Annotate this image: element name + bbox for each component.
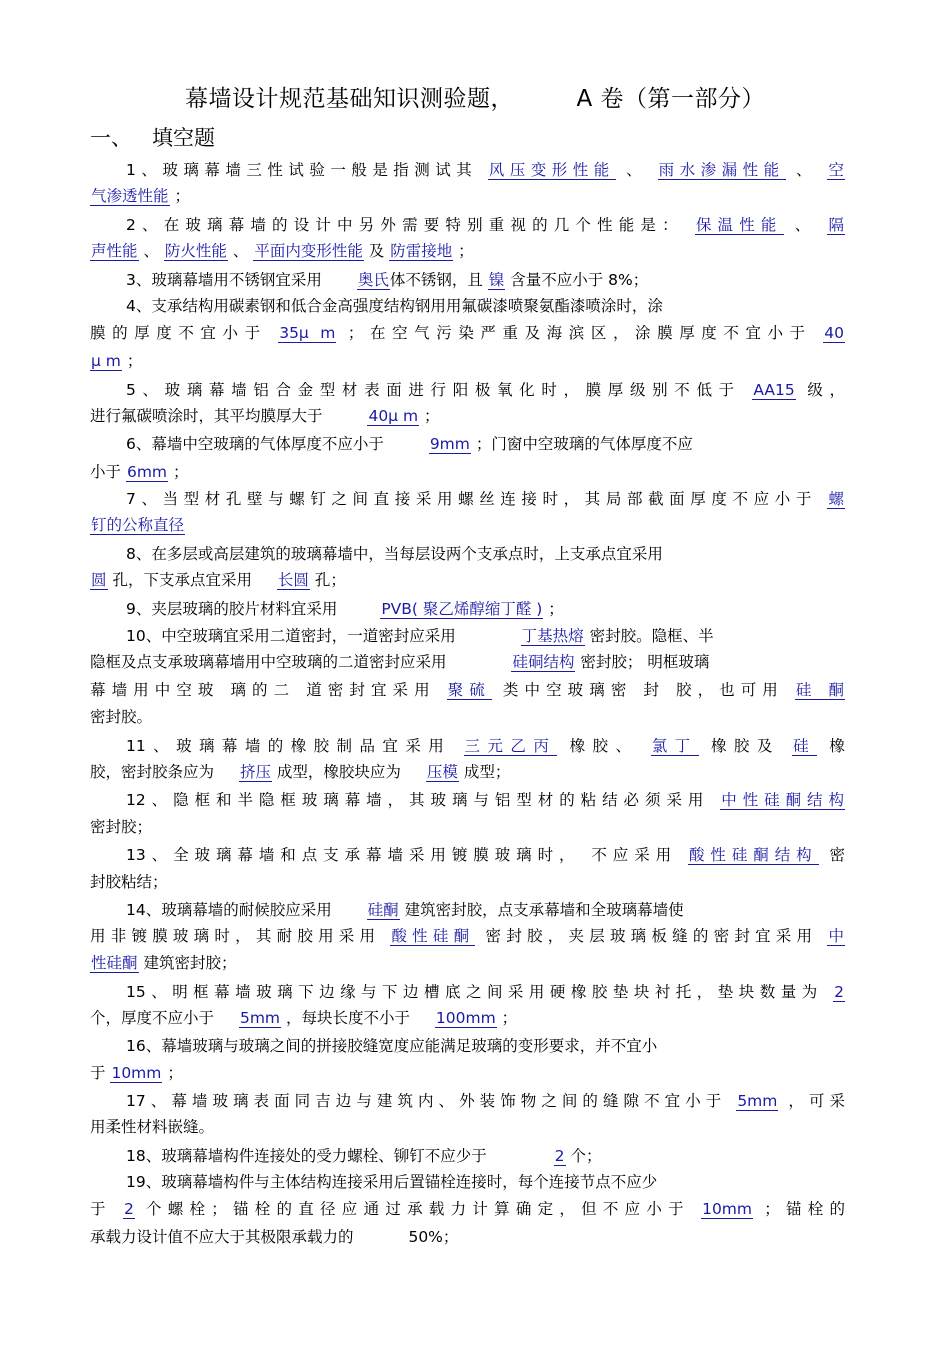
question-text: ；门窗中空玻璃的气体厚度不应 (475, 435, 693, 453)
question-text: 成型； (463, 763, 511, 781)
question-19-line-1 (126, 1172, 845, 1192)
question-4-line-2 (90, 323, 845, 343)
question-12-line-1 (126, 790, 845, 810)
answer-blank: 压模 (426, 763, 458, 781)
answer-blank: 中性硅酮结构 (721, 791, 844, 809)
answer-blank: 风压变形性能 (488, 161, 615, 179)
answer-blank: 空 (828, 161, 844, 179)
question-text: 10、中空玻璃宜采用二道密封，一道密封应采用 (126, 627, 456, 645)
answer-blank: 性硅酮 (91, 954, 138, 972)
question-10-line-3 (90, 680, 845, 700)
question-7-line-1 (126, 489, 845, 509)
question-text: ；锚栓的 (764, 1200, 845, 1218)
question-text: 15、明框幕墙玻璃下边缘与下边槽底之间采用硬橡胶垫块衬托，垫块数量为 (126, 983, 823, 1001)
question-text: 于 (90, 1064, 106, 1082)
answer-blank: 丁基热熔 (521, 627, 584, 645)
separator: 及 (368, 242, 385, 260)
question-text: 封胶粘结； (90, 873, 168, 891)
question-text: 建筑密封胶，点支承幕墙和全玻璃幕墙使 (404, 901, 684, 919)
question-text: 密封胶，夹层玻璃板缝的密封宜采用 (485, 927, 818, 945)
answer-blank: 硅酮 (367, 901, 399, 919)
section-heading: 一、 填空题 (90, 126, 216, 150)
answer-blank: 镍 (488, 271, 505, 289)
answer-blank: 2 (554, 1147, 565, 1165)
question-text: 密 (829, 846, 845, 864)
answer-blank: 5mm (239, 1009, 281, 1027)
question-10-line-2 (90, 652, 845, 672)
question-text: 于 (90, 1200, 112, 1218)
answer-blank: 声性能 (91, 242, 138, 260)
question-text: 用柔性材料嵌缝。 (90, 1118, 215, 1136)
question-text: ； (167, 1064, 183, 1082)
question-8-line-2 (90, 570, 845, 590)
question-1-line-1 (126, 160, 845, 180)
question-text: 3、玻璃幕墙用不锈钢宜采用 (126, 271, 322, 289)
answer-blank: 100mm (435, 1009, 496, 1027)
question-text: 14、玻璃幕墙的耐候胶应采用 (126, 901, 332, 919)
question-text: 1、玻璃幕墙三性试验一般是指测试其 (126, 161, 478, 179)
question-text: 6、幕墙中空玻璃的气体厚度不应小于 (126, 435, 384, 453)
question-text: 孔； (314, 571, 346, 589)
question-9 (126, 599, 845, 619)
question-text: 用非镀膜玻璃时，其耐胶用采用 (90, 927, 381, 945)
answer-blank: 聚硫 (447, 681, 491, 699)
question-6-line-2 (90, 462, 845, 482)
question-text: 胶，密封胶条应为 (90, 763, 215, 781)
question-text: 17、幕墙玻璃表面同吉边与建筑内、外装饰物之间的缝隙不宜小于 (126, 1092, 727, 1110)
question-text: 50%； (408, 1228, 459, 1246)
answer-blank: PVB( 聚乙烯醇缩丁醛 ) (381, 600, 543, 618)
question-text: 11、玻璃幕墙的橡胶制品宜采用 (126, 737, 452, 755)
question-text: ；在空气污染严重及海滨区，涂膜厚度不宜小于 (347, 324, 812, 342)
answer-blank: 奥氏 (357, 271, 389, 289)
question-text: 个； (570, 1147, 602, 1165)
question-1-line-2 (90, 186, 845, 206)
answer-blank: 中 (828, 927, 844, 945)
question-6-line-1 (126, 434, 845, 454)
answer-blank: 螺 (828, 490, 844, 508)
answer-blank: 酸性硅酮结构 (688, 846, 818, 864)
question-text: 幕墙用中空玻 璃的二 道密封宜采用 (90, 681, 436, 699)
question-text: ； (501, 1009, 518, 1027)
question-text: 18、玻璃幕墙构件连接处的受力螺栓、铆钉不应少于 (126, 1147, 487, 1165)
answer-blank: 气渗透性能 (91, 187, 169, 205)
separator: 、 (794, 216, 817, 234)
answer-blank: 硅硐结构 (512, 653, 575, 671)
answer-blank: 5mm (737, 1092, 778, 1110)
question-text: 进行氟碳喷涂时，其平均膜厚大于 (90, 407, 323, 425)
question-text: ； (172, 463, 189, 481)
answer-blank: 酸性硅酮 (391, 927, 475, 945)
answer-blank: 6mm (126, 463, 168, 481)
question-text: ； (548, 600, 564, 618)
question-text: ； (174, 187, 190, 205)
question-text: 9、夹层玻璃的胶片材料宜采用 (126, 600, 338, 618)
question-text: ，可采 (788, 1092, 845, 1110)
answer-blank: 40 (824, 324, 844, 342)
answer-blank: 三元乙丙 (464, 737, 557, 755)
separator: 、 (796, 161, 818, 179)
question-text: 个螺栓；锚栓的直径应通过承载力计算确定，但不应小于 (146, 1200, 690, 1218)
question-16-line-2 (90, 1063, 845, 1083)
question-11-line-2 (90, 762, 845, 782)
question-text: 隐框及点支承玻璃幕墙用中空玻璃的二道密封应采用 (90, 653, 447, 671)
question-14-line-2 (90, 926, 845, 946)
question-text: 橡 (829, 737, 845, 755)
question-text: 承载力设计值不应大于其极限承载力的 (90, 1228, 354, 1246)
answer-blank: 35μ m (279, 324, 336, 342)
answer-blank: 氯丁 (651, 737, 698, 755)
question-text: 密封胶。 (90, 708, 153, 726)
answer-blank: 9mm (429, 435, 470, 453)
question-text: 密封胶。隐框、半 (589, 627, 714, 645)
question-10-line-4 (90, 707, 845, 727)
question-text: 级， (807, 381, 845, 399)
question-text: 孔，下支承点宜采用 (112, 571, 252, 589)
question-13-line-1 (126, 845, 845, 865)
question-8-line-1 (126, 544, 845, 564)
question-19-line-2 (90, 1199, 845, 1219)
answer-blank: 10mm (111, 1064, 162, 1082)
question-text: ； (424, 407, 440, 425)
answer-blank: 隔 (828, 216, 844, 234)
answer-blank: 长圆 (277, 571, 309, 589)
question-7-line-2 (90, 515, 845, 535)
question-12-line-2 (90, 817, 845, 837)
question-19-line-3 (90, 1227, 845, 1247)
question-text: ； (458, 242, 474, 260)
question-text: 7、当型材孔壁与螺钉之间直接采用螺丝连接时，其局部截面厚度不应小于 (126, 490, 817, 508)
answer-blank: 防火性能 (164, 242, 227, 260)
question-text: 密封胶； (90, 818, 153, 836)
answer-blank: 硅 酮 (795, 681, 844, 699)
answer-blank: 保温性能 (695, 216, 783, 234)
question-text: 膜的厚度不宜小于 (90, 324, 267, 342)
separator: 、 (232, 242, 249, 260)
answer-blank: AA15 (753, 381, 795, 399)
question-text: 5、玻璃幕墙铝合金型材表面进行阳极氧化时，膜厚级别不低于 (126, 381, 741, 399)
question-text: 含量不应小于 8%； (510, 271, 649, 289)
question-11-line-1 (126, 736, 845, 756)
answer-blank: 平面内变形性能 (254, 242, 363, 260)
answer-blank: 10mm (702, 1200, 752, 1218)
question-15-line-1 (126, 982, 845, 1002)
answer-blank: 防雷接地 (390, 242, 453, 260)
answer-blank: 2 (123, 1200, 134, 1218)
question-text: ，每块长度不小于 (285, 1009, 410, 1027)
separator: 、 (143, 242, 159, 260)
question-text: 橡胶及 (710, 737, 780, 755)
page-title: 幕墙设计规范基础知识测验题， A 卷（第一部分） (184, 86, 766, 112)
question-text: 8、在多层或高层建筑的玻璃幕墙中，当每层设两个支承点时，上支承点宜采用 (126, 545, 663, 563)
question-text: 2、在玻璃幕墙的设计中另外需要特别重视的几个性能是： (126, 216, 684, 234)
answer-blank: μ m (91, 352, 121, 370)
question-text: ； (126, 352, 143, 370)
question-5-line-1 (126, 380, 845, 400)
question-13-line-2 (90, 872, 845, 892)
question-4-line-3 (90, 351, 845, 371)
answer-blank: 雨水渗漏性能 (658, 161, 785, 179)
question-14-line-1 (126, 900, 845, 920)
answer-blank: 挤压 (239, 763, 271, 781)
answer-blank: 圆 (91, 571, 107, 589)
question-text: 13、全玻璃幕墙和点支承幕墙采用镀膜玻璃时， 不应采用 (126, 846, 678, 864)
question-17-line-2 (90, 1117, 845, 1137)
answer-blank: 钉的公称直径 (91, 516, 185, 534)
question-text: 密封胶； 明框玻璃 (580, 653, 710, 671)
question-15-line-2 (90, 1008, 845, 1028)
question-text: 12、隐框和半隐框玻璃幕墙，其玻璃与铝型材的粘结必须采用 (126, 791, 710, 809)
question-text: 建筑密封胶； (143, 954, 237, 972)
question-text: 成型，橡胶块应为 (276, 763, 401, 781)
answer-blank: 40μ m (368, 407, 419, 425)
question-17-line-1 (126, 1091, 845, 1111)
question-text: 类中空玻璃密 封 胶，也可用 (502, 681, 784, 699)
question-text: 小于 (90, 463, 122, 481)
separator: 、 (626, 161, 648, 179)
question-text: 橡胶、 (569, 737, 639, 755)
question-text: 个，厚度不应小于 (90, 1009, 215, 1027)
question-text: 体不锈钢，且 (389, 271, 483, 289)
question-14-line-3 (90, 953, 845, 973)
question-5-line-2 (90, 406, 845, 426)
question-10-line-1 (126, 626, 845, 646)
question-text: 19、玻璃幕墙构件与主体结构连接采用后置锚栓连接时，每个连接节点不应少 (126, 1173, 658, 1191)
answer-blank: 2 (834, 983, 844, 1001)
question-18 (126, 1146, 845, 1166)
question-4-line-1 (126, 296, 845, 316)
question-text: 4、支承结构用碳素钢和低合金高强度结构钢用用氟碳漆喷聚氨酯漆喷涂时，涂 (126, 297, 663, 315)
question-3 (126, 270, 845, 290)
question-text: 16、幕墙玻璃与玻璃之间的拼接胶缝宽度应能满足玻璃的变形要求，并不宜小 (126, 1037, 658, 1055)
answer-blank: 硅 (793, 737, 817, 755)
question-2-line-2 (90, 241, 845, 261)
question-16-line-1 (126, 1036, 845, 1056)
question-2-line-1 (126, 215, 845, 235)
